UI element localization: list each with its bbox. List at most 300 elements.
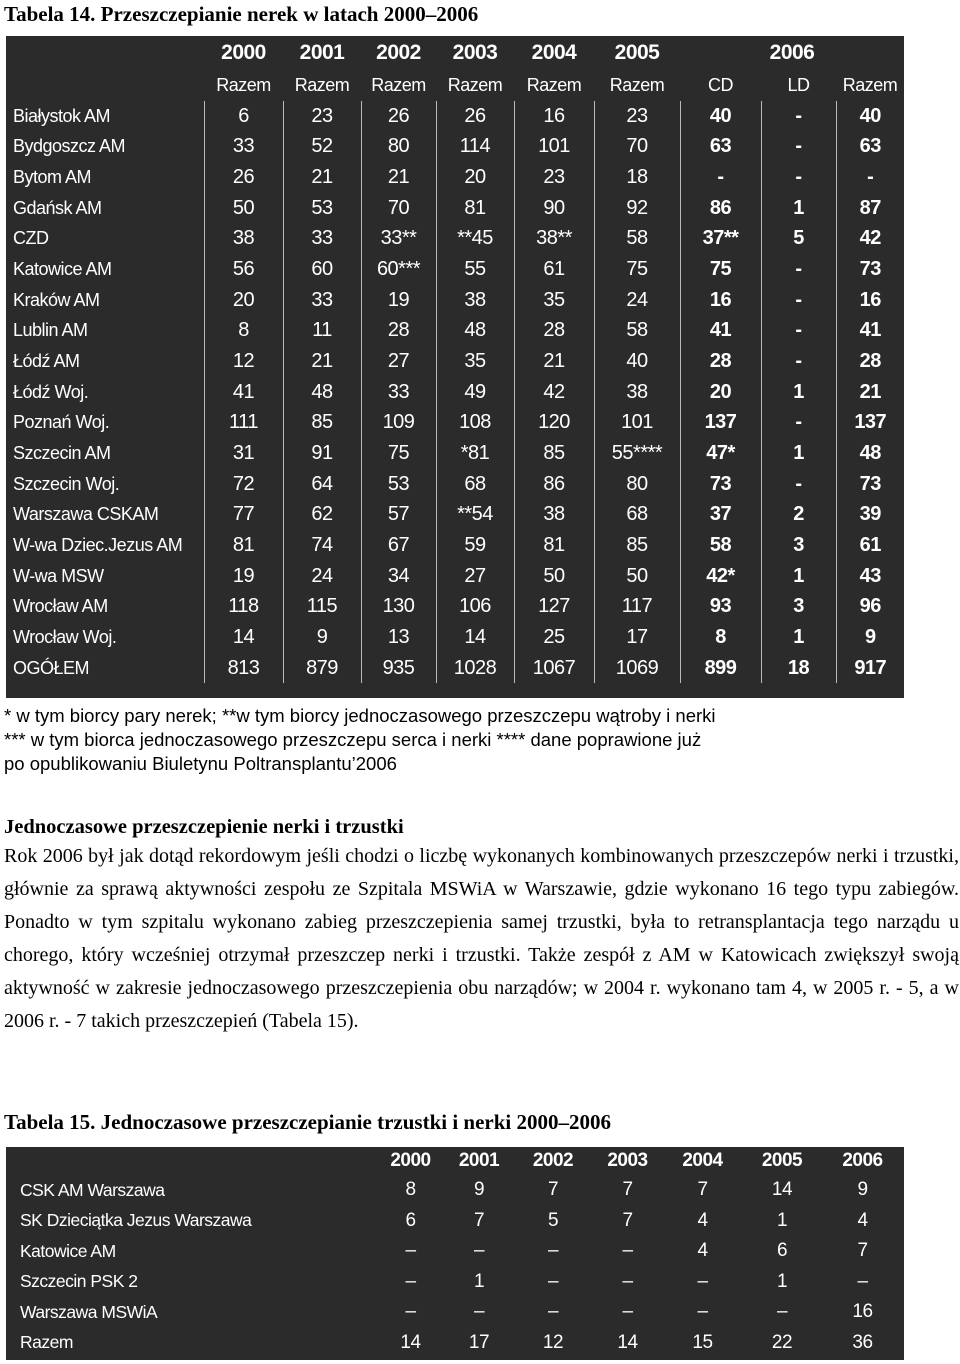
table-cell: 15 xyxy=(692,1331,713,1353)
table-cell: – xyxy=(547,1270,559,1292)
table-cell: 18 xyxy=(594,162,680,193)
table-cell: 2 xyxy=(761,500,836,531)
table-cell: 5 xyxy=(547,1209,559,1231)
table-cell: 93 xyxy=(680,592,761,623)
table-cell: 24 xyxy=(283,561,361,592)
table-14-grid xyxy=(6,36,904,683)
table-cell: – xyxy=(697,1270,708,1292)
table-cell: - xyxy=(761,101,836,132)
row-label: Warszawa CSKAM xyxy=(13,504,159,525)
table-cell: 73 xyxy=(836,469,904,500)
table-cell: 37 xyxy=(680,500,761,531)
column-header: 2004 xyxy=(682,1150,723,1171)
table-cell: - xyxy=(761,285,836,316)
table-cell: 33 xyxy=(361,377,436,408)
table-cell: 137 xyxy=(680,408,761,439)
table-cell: 3 xyxy=(761,592,836,623)
table-cell: 61 xyxy=(836,530,904,561)
table-cell: 1 xyxy=(473,1270,485,1292)
table-cell: 85 xyxy=(594,530,680,561)
table-row xyxy=(6,1206,904,1237)
table-cell: 7 xyxy=(857,1240,868,1262)
table-cell: 50 xyxy=(514,561,594,592)
table-cell: – xyxy=(473,1240,485,1262)
table-cell: 80 xyxy=(594,469,680,500)
table-cell: 72 xyxy=(204,469,283,500)
table-cell: 16 xyxy=(514,101,594,132)
table-cell: 19 xyxy=(361,285,436,316)
table-cell: 40 xyxy=(680,101,761,132)
table-cell: 27 xyxy=(361,346,436,377)
table-cell: 18 xyxy=(761,653,836,684)
table-cell: 17 xyxy=(468,1331,490,1353)
table-cell: 85 xyxy=(283,408,361,439)
table-row xyxy=(6,254,904,285)
table-cell: 42* xyxy=(680,561,761,592)
table-cell: 14 xyxy=(771,1179,793,1201)
row-label: W-wa MSW xyxy=(13,565,104,586)
table-row xyxy=(6,592,904,623)
table-cell: – xyxy=(776,1301,788,1323)
column-subheader: Razem xyxy=(842,75,898,95)
table-cell: 64 xyxy=(283,469,361,500)
column-subheader xyxy=(6,70,204,101)
row-label: Szczecin AM xyxy=(13,443,111,464)
table-cell: 33 xyxy=(283,224,361,255)
table-cell: 117 xyxy=(594,592,680,623)
column-header: 2003 xyxy=(607,1150,648,1171)
table-cell: 42 xyxy=(514,377,594,408)
table-cell: 38 xyxy=(436,285,514,316)
table-cell: 9 xyxy=(857,1179,868,1201)
table-cell: 68 xyxy=(594,500,680,531)
table-cell: 9 xyxy=(473,1179,485,1201)
table-cell: - xyxy=(761,316,836,347)
column-header xyxy=(6,1147,376,1175)
table-cell: 813 xyxy=(204,653,283,684)
table-cell: 20 xyxy=(204,285,283,316)
table-cell: 37** xyxy=(680,224,761,255)
column-subheader: LD xyxy=(787,75,810,95)
table-cell: 63 xyxy=(836,132,904,163)
table-cell: 1 xyxy=(761,438,836,469)
row-label: Białystok AM xyxy=(13,105,111,126)
table-cell: 47* xyxy=(680,438,761,469)
table-cell: 40 xyxy=(836,101,904,132)
table-15 xyxy=(6,1147,904,1360)
table-cell: 1 xyxy=(776,1209,788,1231)
column-subheader: Razem xyxy=(216,75,271,95)
column-subheader: Razem xyxy=(609,75,665,95)
table-cell: 917 xyxy=(836,653,904,684)
table-cell: 58 xyxy=(680,530,761,561)
table-cell: 7 xyxy=(622,1209,633,1231)
table-cell: 14 xyxy=(617,1331,638,1353)
table-cell: 55 xyxy=(436,254,514,285)
table-row xyxy=(6,438,904,469)
table-cell: 61 xyxy=(514,254,594,285)
table-cell: 1067 xyxy=(514,653,594,684)
table-cell: 39 xyxy=(836,500,904,531)
table-cell: 21 xyxy=(361,162,436,193)
table-cell: 21 xyxy=(836,377,904,408)
column-header: 2004 xyxy=(531,41,577,64)
table-cell: 23 xyxy=(283,101,361,132)
table-cell: 1069 xyxy=(594,653,680,684)
table-cell: 16 xyxy=(680,285,761,316)
table-row xyxy=(6,1267,904,1298)
table-cell: – xyxy=(622,1270,633,1292)
column-header: 2006 xyxy=(842,1150,883,1171)
table-cell: 34 xyxy=(361,561,436,592)
table-cell: 57 xyxy=(361,500,436,531)
table-cell: **54 xyxy=(436,500,514,531)
table-cell: 9 xyxy=(836,622,904,653)
table-cell: 14 xyxy=(436,622,514,653)
column-subheader: Razem xyxy=(526,75,582,95)
column-header xyxy=(6,36,204,70)
table-cell: 101 xyxy=(514,132,594,163)
table-cell: 63 xyxy=(680,132,761,163)
table-cell: *81 xyxy=(436,438,514,469)
table-cell: 4 xyxy=(697,1209,708,1231)
table-cell: 62 xyxy=(283,500,361,531)
table-cell: 33 xyxy=(283,285,361,316)
table-15-body xyxy=(6,1175,904,1358)
column-header: 2005 xyxy=(761,1150,803,1171)
table-cell: 81 xyxy=(514,530,594,561)
table-cell: 20 xyxy=(680,377,761,408)
table-cell: 38** xyxy=(514,224,594,255)
table-row xyxy=(6,346,904,377)
table-cell: – xyxy=(405,1301,416,1323)
table-cell: 114 xyxy=(436,132,514,163)
table-cell: 53 xyxy=(361,469,436,500)
table-15-caption: Tabela 15. Jednoczasowe przeszczepianie trzustki i nerki 2000–2006 xyxy=(4,1110,612,1134)
table-cell: 25 xyxy=(514,622,594,653)
table-cell: 86 xyxy=(680,193,761,224)
table-15-grid xyxy=(6,1147,904,1358)
table-cell: 73 xyxy=(836,254,904,285)
table-cell: 42 xyxy=(836,224,904,255)
column-header: 2000 xyxy=(390,1150,431,1171)
table-cell: 111 xyxy=(204,408,283,439)
table-cell: 75 xyxy=(361,438,436,469)
table-cell: 101 xyxy=(594,408,680,439)
table-row xyxy=(6,469,904,500)
table-cell: 1 xyxy=(776,1270,788,1292)
table-14-year-row xyxy=(6,36,904,70)
table-cell: 28 xyxy=(514,316,594,347)
table-cell: - xyxy=(761,132,836,163)
column-header: 2005 xyxy=(614,41,660,64)
row-label: W-wa Dziec.Jezus AM xyxy=(13,535,183,556)
column-subheader: Razem xyxy=(447,75,503,95)
table-cell: – xyxy=(473,1301,485,1323)
table-cell: 36 xyxy=(852,1331,873,1353)
column-header: 2006 xyxy=(769,41,815,64)
table-row xyxy=(6,500,904,531)
table-cell: 12 xyxy=(542,1331,564,1353)
column-header: 2002 xyxy=(376,41,421,64)
table-cell: 7 xyxy=(473,1209,485,1231)
table-cell: 16 xyxy=(852,1301,873,1323)
table-cell: 4 xyxy=(857,1209,868,1231)
table-row xyxy=(6,1236,904,1267)
table-cell: 90 xyxy=(514,193,594,224)
table-cell: 118 xyxy=(204,592,283,623)
table-cell: 48 xyxy=(283,377,361,408)
row-label: Bydgoszcz AM xyxy=(13,136,126,157)
table-14-caption: Tabela 14. Przeszczepianie nerek w latach 2000–2006 xyxy=(4,2,479,26)
table-cell: 49 xyxy=(436,377,514,408)
footnote-line: * w tym biorcy pary nerek; **w tym biorcy jednoczasowego przeszczepu wątroby i nerki xyxy=(4,705,716,726)
section-title: Jednoczasowe przeszczepienie nerki i trzustki xyxy=(4,816,404,838)
table-cell: 106 xyxy=(436,592,514,623)
table-cell: 75 xyxy=(594,254,680,285)
row-label: Wrocław Woj. xyxy=(13,626,117,647)
table-cell: 21 xyxy=(283,346,361,377)
table-cell: 50 xyxy=(594,561,680,592)
table-cell: 38 xyxy=(204,224,283,255)
table-cell: 92 xyxy=(594,193,680,224)
table-cell: 6 xyxy=(204,101,283,132)
row-label: CSK AM Warszawa xyxy=(20,1179,165,1200)
table-row xyxy=(6,101,904,132)
table-cell: 5 xyxy=(761,224,836,255)
table-cell: 86 xyxy=(514,469,594,500)
table-cell: 1 xyxy=(761,193,836,224)
row-label: Warszawa MSWiA xyxy=(20,1301,158,1322)
table-15-year-row xyxy=(6,1147,904,1175)
table-cell: 91 xyxy=(283,438,361,469)
table-cell: 75 xyxy=(680,254,761,285)
table-cell: 8 xyxy=(680,622,761,653)
table-14 xyxy=(6,36,904,698)
table-cell: 1 xyxy=(761,377,836,408)
table-cell: 26 xyxy=(361,101,436,132)
row-label: Bytom AM xyxy=(13,167,92,188)
table-cell: 130 xyxy=(361,592,436,623)
table-cell: 12 xyxy=(204,346,283,377)
table-cell: 1 xyxy=(761,561,836,592)
table-cell: 1 xyxy=(761,622,836,653)
table-cell: 23 xyxy=(514,162,594,193)
table-row xyxy=(6,316,904,347)
table-cell: 53 xyxy=(283,193,361,224)
table-cell: 33** xyxy=(361,224,436,255)
table-cell: 35 xyxy=(514,285,594,316)
table-cell: 879 xyxy=(283,653,361,684)
table-cell: 935 xyxy=(361,653,436,684)
table-cell: - xyxy=(836,162,904,193)
table-cell: 26 xyxy=(436,101,514,132)
table-cell: 35 xyxy=(436,346,514,377)
table-row xyxy=(6,162,904,193)
row-label: Razem xyxy=(20,1332,73,1353)
footnote-line: po opublikowaniu Biuletynu Poltransplantu’2006 xyxy=(4,753,397,774)
table-cell: 38 xyxy=(514,500,594,531)
row-label: Gdańsk AM xyxy=(13,197,102,218)
table-cell: 73 xyxy=(680,469,761,500)
table-row xyxy=(6,377,904,408)
table-cell: 81 xyxy=(436,193,514,224)
row-label: SK Dzieciątka Jezus Warszawa xyxy=(20,1210,252,1231)
table-cell: 43 xyxy=(836,561,904,592)
table-cell: 24 xyxy=(594,285,680,316)
table-cell: 55**** xyxy=(594,438,680,469)
column-header: 2000 xyxy=(221,41,266,64)
section-paragraph: Rok 2006 był jak dotąd rekordowym jeśli chodzi o liczbę wykonanych kombinowanych przeszczepów nerki i trzustki, głównie za sprawą aktywności zespołu ze Szpitala MSWiA w Warszawie, gdzie wykonano 16 tego typu zabiegów. Ponadto w tym szpitalu wykonano zabieg przeszczepienia samej trzustki, była to retransplantacja tego narządu u chorego, który wcześniej otrzymał przeszczep nerki i trzustki. Także zespół z AM w Katowicach zwiększył swoją aktywność w zakresie jednoczasowego przeszczepienia obu narządów; w 2004 r. wykonano tam 4, w 2005 r. - 5, a w 2006 r. - 7 takich przeszczepień (Tabela 15). xyxy=(4,845,959,1032)
table-cell: 9 xyxy=(283,622,361,653)
table-cell: 28 xyxy=(361,316,436,347)
footnote-line: *** w tym biorca jednoczasowego przeszczepu serca i nerki **** dane poprawione już xyxy=(4,729,702,750)
table-cell: – xyxy=(857,1270,868,1292)
table-cell: 28 xyxy=(836,346,904,377)
table-cell: 33 xyxy=(204,132,283,163)
table-cell: 137 xyxy=(836,408,904,439)
footnotes xyxy=(4,704,956,776)
table-cell: 60 xyxy=(283,254,361,285)
text-section xyxy=(4,814,959,1038)
table-cell: 22 xyxy=(771,1331,793,1353)
table-cell: – xyxy=(547,1240,559,1262)
table-row xyxy=(6,1175,904,1206)
table-cell: 16 xyxy=(836,285,904,316)
table-cell: 899 xyxy=(680,653,761,684)
column-header: 2001 xyxy=(458,1150,500,1171)
table-cell: 14 xyxy=(204,622,283,653)
table-cell: - xyxy=(761,162,836,193)
column-subheader: CD xyxy=(708,75,733,95)
table-cell: 70 xyxy=(361,193,436,224)
table-cell: 19 xyxy=(204,561,283,592)
table-cell: 28 xyxy=(680,346,761,377)
table-cell: - xyxy=(680,162,761,193)
table-cell: – xyxy=(697,1301,708,1323)
table-cell: 31 xyxy=(204,438,283,469)
table-cell: 40 xyxy=(594,346,680,377)
table-cell: 21 xyxy=(283,162,361,193)
table-cell: 14 xyxy=(400,1331,421,1353)
table-cell: 58 xyxy=(594,316,680,347)
table-cell: – xyxy=(405,1270,416,1292)
table-cell: **45 xyxy=(436,224,514,255)
table-cell: 80 xyxy=(361,132,436,163)
table-cell: 115 xyxy=(283,592,361,623)
table-cell: 127 xyxy=(514,592,594,623)
table-cell: 96 xyxy=(836,592,904,623)
row-label: OGÓŁEM xyxy=(13,657,90,678)
column-subheader: Razem xyxy=(294,75,350,95)
table-cell: 87 xyxy=(836,193,904,224)
table-cell: 60*** xyxy=(361,254,436,285)
table-cell: – xyxy=(622,1301,633,1323)
table-cell: 7 xyxy=(697,1179,708,1201)
row-label: Katowice AM xyxy=(20,1240,116,1261)
column-header: 2002 xyxy=(532,1150,574,1171)
table-cell: 41 xyxy=(680,316,761,347)
table-cell: 67 xyxy=(361,530,436,561)
table-cell: 20 xyxy=(436,162,514,193)
column-subheader: Razem xyxy=(371,75,426,95)
table-cell: 56 xyxy=(204,254,283,285)
table-cell: 4 xyxy=(697,1240,708,1262)
table-cell: 59 xyxy=(436,530,514,561)
table-cell: - xyxy=(761,254,836,285)
table-cell: 41 xyxy=(836,316,904,347)
table-cell: 68 xyxy=(436,469,514,500)
table-row xyxy=(6,408,904,439)
table-cell: 109 xyxy=(361,408,436,439)
table-cell: 26 xyxy=(204,162,283,193)
table-cell: 17 xyxy=(594,622,680,653)
table-cell: - xyxy=(761,408,836,439)
table-cell: 6 xyxy=(776,1240,788,1262)
table-cell: – xyxy=(547,1301,559,1323)
table-cell: 74 xyxy=(283,530,361,561)
table-row xyxy=(6,622,904,653)
row-label: Łódź Woj. xyxy=(13,381,89,402)
table-cell: 50 xyxy=(204,193,283,224)
row-label: Kraków AM xyxy=(13,289,100,310)
table-row xyxy=(6,1328,904,1359)
table-cell: 48 xyxy=(836,438,904,469)
table-cell: 48 xyxy=(436,316,514,347)
table-cell: 41 xyxy=(204,377,283,408)
table-row xyxy=(6,1297,904,1328)
table-cell: – xyxy=(405,1240,416,1262)
table-row xyxy=(6,561,904,592)
table-cell: 38 xyxy=(594,377,680,408)
table-cell: - xyxy=(761,469,836,500)
row-label: Lublin AM xyxy=(13,320,88,341)
table-cell: 21 xyxy=(514,346,594,377)
table-cell: 52 xyxy=(283,132,361,163)
table-cell: 108 xyxy=(436,408,514,439)
table-cell: 1028 xyxy=(436,653,514,684)
table-cell: 7 xyxy=(622,1179,633,1201)
table-cell: – xyxy=(622,1240,633,1262)
table-14-subheader-row xyxy=(6,70,904,101)
table-cell: 6 xyxy=(405,1209,416,1231)
table-cell: 27 xyxy=(436,561,514,592)
table-row xyxy=(6,132,904,163)
row-label: Łódź AM xyxy=(13,351,80,372)
row-label: Szczecin Woj. xyxy=(13,473,120,494)
table-cell: 81 xyxy=(204,530,283,561)
table-cell: 8 xyxy=(204,316,283,347)
table-row xyxy=(6,285,904,316)
table-row xyxy=(6,653,904,684)
table-row xyxy=(6,193,904,224)
table-cell: 85 xyxy=(514,438,594,469)
table-cell: 11 xyxy=(283,316,361,347)
table-row xyxy=(6,530,904,561)
table-cell: 13 xyxy=(361,622,436,653)
table-cell: - xyxy=(761,346,836,377)
column-header: 2001 xyxy=(299,41,345,64)
table-row xyxy=(6,224,904,255)
table-cell: 77 xyxy=(204,500,283,531)
table-cell: 3 xyxy=(761,530,836,561)
table-cell: 70 xyxy=(594,132,680,163)
row-label: Szczecin PSK 2 xyxy=(20,1271,138,1292)
row-label: Wrocław AM xyxy=(13,596,108,617)
table-14-body xyxy=(6,101,904,683)
row-label: Poznań Woj. xyxy=(13,412,110,433)
column-header: 2003 xyxy=(452,41,498,64)
